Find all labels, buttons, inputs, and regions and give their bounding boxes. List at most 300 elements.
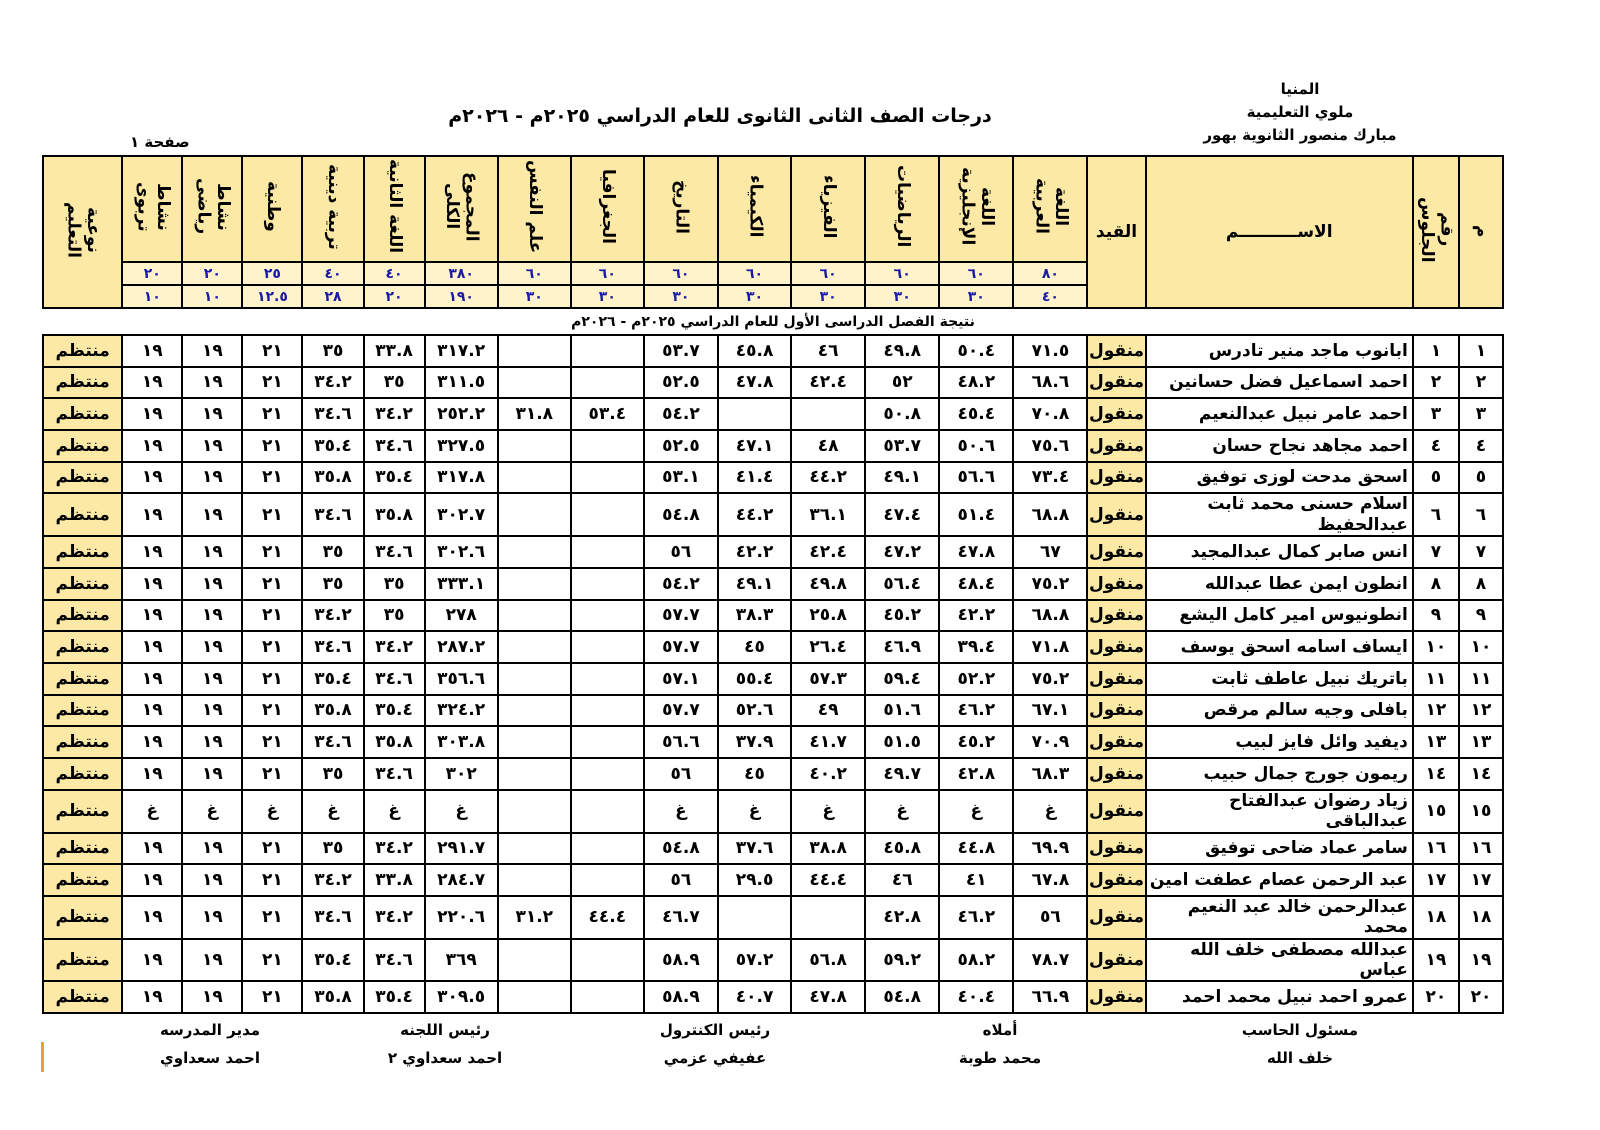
cell-english: ٥١.٤	[939, 493, 1013, 536]
signature-name: عفيفي عزمي	[663, 1049, 767, 1068]
cell-status: منقول	[1087, 758, 1145, 790]
cell-serial: ١٤	[1459, 758, 1503, 790]
column-header-second-language	[364, 156, 425, 262]
cell-math: ٤٩.١	[865, 462, 939, 494]
cell-education-type: منتظم	[43, 367, 122, 399]
min-score: ٣٠	[718, 285, 791, 308]
signature-block	[345, 1016, 545, 1072]
cell-chemistry	[718, 398, 791, 430]
cell-religion: ٣٥.٨	[302, 695, 363, 727]
cell-status: منقول	[1087, 430, 1145, 462]
cell-total: غ	[425, 790, 498, 833]
cell-geography: ٤٤.٤	[571, 896, 644, 939]
cell-serial: ١٥	[1459, 790, 1503, 833]
cell-name: ايساف اسامه اسحق يوسف	[1146, 631, 1413, 663]
cell-physics: ٤٨	[791, 430, 865, 462]
cell-second-language: ٣٤.٢	[364, 398, 425, 430]
cell-sports-activity: ١٩	[182, 430, 242, 462]
cell-status: منقول	[1087, 600, 1145, 632]
cell-math: ٥٣.٧	[865, 430, 939, 462]
cell-status: منقول	[1087, 568, 1145, 600]
cell-serial: ١٢	[1459, 695, 1503, 727]
cell-serial: ٧	[1459, 536, 1503, 568]
column-label: الرياضيات	[892, 165, 913, 248]
cell-math: ٥٩.٢	[865, 939, 939, 982]
max-score: ٤٠	[364, 262, 425, 285]
signature-name: احمد سعداوي ٢	[387, 1049, 503, 1068]
cell-status: منقول	[1087, 939, 1145, 982]
cell-chemistry: ٥٥.٤	[718, 663, 791, 695]
cell-english: ٤٨.٢	[939, 367, 1013, 399]
column-header-national-education	[242, 156, 302, 262]
cell-psychology	[498, 493, 571, 536]
cell-geography	[571, 600, 644, 632]
cell-second-language: ٣٤.٦	[364, 758, 425, 790]
cell-physics: ٤٩	[791, 695, 865, 727]
cell-name: انطون ايمن عطا عبدالله	[1146, 568, 1413, 600]
cell-education-type: منتظم	[43, 398, 122, 430]
cell-physics: ٤٦	[791, 335, 865, 367]
cell-religion: ٣٥	[302, 758, 363, 790]
cell-religion: ٣٤.٦	[302, 631, 363, 663]
cell-physics	[791, 896, 865, 939]
cell-geography	[571, 695, 644, 727]
cell-total: ٢٨٤.٧	[425, 864, 498, 896]
cell-serial: ١٦	[1459, 833, 1503, 865]
column-label: رقم الجلوس	[1416, 196, 1457, 263]
column-header-arabic	[1013, 156, 1087, 262]
cell-education-type: منتظم	[43, 833, 122, 865]
max-score: ٦٠	[791, 262, 865, 285]
cell-status: منقول	[1087, 695, 1145, 727]
cell-seat-number: ١٥	[1413, 790, 1459, 833]
cell-psychology	[498, 536, 571, 568]
cell-history: ٥٣.٧	[644, 335, 718, 367]
cell-name: سامر عماد ضاحى توفيق	[1146, 833, 1413, 865]
cell-status: منقول	[1087, 663, 1145, 695]
cell-physics: ٣٨.٨	[791, 833, 865, 865]
column-label: تربية دينية	[323, 163, 344, 250]
min-score: ٢٨	[302, 285, 363, 308]
cell-psychology	[498, 568, 571, 600]
signature-title: مدير المدرسه	[159, 1021, 261, 1040]
cell-seat-number: ٣	[1413, 398, 1459, 430]
cell-psychology	[498, 462, 571, 494]
column-label: اللغة الإنجليزية	[957, 167, 997, 246]
cell-education-type: منتظم	[43, 536, 122, 568]
cell-chemistry: ٣٧.٩	[718, 726, 791, 758]
cell-second-language: ٣٤.٢	[364, 833, 425, 865]
signature-name: محمد طوبة	[958, 1049, 1042, 1068]
table-row	[43, 981, 1503, 1013]
table-row	[43, 833, 1503, 865]
max-score: ٦٠	[644, 262, 718, 285]
cell-educational-activity: ١٩	[122, 695, 182, 727]
cell-education-type: منتظم	[43, 981, 122, 1013]
cell-total: ٣٥٦.٦	[425, 663, 498, 695]
cell-arabic: ٦٧.٨	[1013, 864, 1087, 896]
cell-psychology: ٣١.٨	[498, 398, 571, 430]
cell-total: ٣٠٢.٦	[425, 536, 498, 568]
cell-english: ٤٤.٨	[939, 833, 1013, 865]
min-score: ١٠	[122, 285, 182, 308]
cell-math: ٥٦.٤	[865, 568, 939, 600]
cell-national-education: ٢١	[242, 600, 302, 632]
cell-history: ٥٧.١	[644, 663, 718, 695]
cell-total: ٣٠٢.٧	[425, 493, 498, 536]
column-header-religion	[302, 156, 363, 262]
cell-history: ٥٤.٢	[644, 398, 718, 430]
cell-psychology	[498, 790, 571, 833]
column-header-educational-activity	[122, 156, 182, 262]
column-label: الكيمياء	[745, 175, 766, 238]
cell-chemistry: ٤٥	[718, 758, 791, 790]
cell-educational-activity: غ	[122, 790, 182, 833]
cell-english: ٤٢.٨	[939, 758, 1013, 790]
cell-chemistry	[718, 896, 791, 939]
cell-religion: ٣٤.٢	[302, 864, 363, 896]
cell-math: ٥١.٥	[865, 726, 939, 758]
cell-sports-activity: ١٩	[182, 462, 242, 494]
cell-educational-activity: ١٩	[122, 631, 182, 663]
cell-name: احمد عامر نبيل عبدالنعيم	[1146, 398, 1413, 430]
cell-second-language: ٣٣.٨	[364, 335, 425, 367]
cell-geography	[571, 790, 644, 833]
cell-serial: ٢٠	[1459, 981, 1503, 1013]
cell-psychology	[498, 600, 571, 632]
cell-name: عبدالله مصطفى خلف الله عباس	[1146, 939, 1413, 982]
cell-name: ابانوب ماجد منير تادرس	[1146, 335, 1413, 367]
school-name: مبارك منصور الثانوية بهور	[1203, 126, 1397, 144]
cell-math: ٤٦.٩	[865, 631, 939, 663]
cell-math: ٤٥.٢	[865, 600, 939, 632]
cell-seat-number: ١٨	[1413, 896, 1459, 939]
cell-chemistry: ٤٢.٢	[718, 536, 791, 568]
cell-history: ٥٢.٥	[644, 430, 718, 462]
cell-educational-activity: ١٩	[122, 981, 182, 1013]
cell-math: ٤٧.٢	[865, 536, 939, 568]
cell-physics: ٥٦.٨	[791, 939, 865, 982]
column-header-name	[1146, 156, 1413, 308]
cell-history: ٥٤.٢	[644, 568, 718, 600]
signature-title: رئيس الكنترول	[659, 1021, 771, 1040]
cell-psychology	[498, 981, 571, 1013]
table-row	[43, 631, 1503, 663]
cell-seat-number: ٦	[1413, 493, 1459, 536]
cell-arabic: ٦٨.٨	[1013, 493, 1087, 536]
cell-arabic: ٧٨.٧	[1013, 939, 1087, 982]
cell-sports-activity: ١٩	[182, 896, 242, 939]
cell-status: منقول	[1087, 493, 1145, 536]
signature-block	[110, 1016, 310, 1072]
cell-serial: ١٩	[1459, 939, 1503, 982]
cell-religion: ٣٥.٤	[302, 939, 363, 982]
cell-arabic: ٦٧.١	[1013, 695, 1087, 727]
min-score: ٤٠	[1013, 285, 1087, 308]
cell-religion: ٣٤.٦	[302, 398, 363, 430]
max-score: ٨٠	[1013, 262, 1087, 285]
cell-chemistry: ٥٧.٢	[718, 939, 791, 982]
cell-total: ٢٨٧.٢	[425, 631, 498, 663]
cell-seat-number: ١٣	[1413, 726, 1459, 758]
column-header-geography	[571, 156, 644, 262]
cell-second-language: ٣٤.٢	[364, 631, 425, 663]
cell-english: ٤٥.٤	[939, 398, 1013, 430]
cell-national-education: ٢١	[242, 367, 302, 399]
cell-education-type: منتظم	[43, 462, 122, 494]
cell-total: ٣٠٣.٨	[425, 726, 498, 758]
cell-math: ٤٩.٧	[865, 758, 939, 790]
cell-national-education: ٢١	[242, 939, 302, 982]
cell-religion: ٣٥	[302, 335, 363, 367]
cell-arabic: ٧٥.٢	[1013, 663, 1087, 695]
cell-sports-activity: ١٩	[182, 398, 242, 430]
cell-educational-activity: ١٩	[122, 939, 182, 982]
cell-math: ٤٦	[865, 864, 939, 896]
cell-status: منقول	[1087, 726, 1145, 758]
cell-chemistry: ٤٤.٢	[718, 493, 791, 536]
min-score: ٣٠	[644, 285, 718, 308]
table-row	[43, 430, 1503, 462]
signature-title: أملاه	[982, 1021, 1018, 1040]
table-row	[43, 726, 1503, 758]
cell-total: ٣٦٩	[425, 939, 498, 982]
cell-arabic: ٧٥.٢	[1013, 568, 1087, 600]
cell-religion: ٣٥	[302, 568, 363, 600]
cell-psychology	[498, 833, 571, 865]
cell-math: ٥٩.٤	[865, 663, 939, 695]
cell-history: ٥٢.٥	[644, 367, 718, 399]
table-row	[43, 939, 1503, 982]
cell-geography	[571, 536, 644, 568]
cell-national-education: ٢١	[242, 981, 302, 1013]
cell-history: ٥٤.٨	[644, 833, 718, 865]
cell-religion: ٣٥.٤	[302, 663, 363, 695]
cell-total: ٣٣٣.١	[425, 568, 498, 600]
min-score: ٣٠	[939, 285, 1013, 308]
cell-chemistry: ٣٧.٦	[718, 833, 791, 865]
cell-seat-number: ٥	[1413, 462, 1459, 494]
cell-serial: ١	[1459, 335, 1503, 367]
cell-psychology	[498, 695, 571, 727]
cell-educational-activity: ١٩	[122, 462, 182, 494]
column-header-education-type	[43, 156, 122, 308]
cell-geography	[571, 864, 644, 896]
cell-national-education: ٢١	[242, 335, 302, 367]
cell-total: ٣٢٧.٥	[425, 430, 498, 462]
cell-arabic: ٧٠.٩	[1013, 726, 1087, 758]
cell-national-education: غ	[242, 790, 302, 833]
max-score: ٣٨٠	[425, 262, 498, 285]
signature-block	[615, 1016, 815, 1072]
cell-total: ٣٢٤.٢	[425, 695, 498, 727]
cell-sports-activity: ١٩	[182, 367, 242, 399]
cell-name: بافلى وجيه سالم مرقص	[1146, 695, 1413, 727]
signatures	[42, 1016, 1504, 1078]
cell-math: ٤٧.٤	[865, 493, 939, 536]
cell-math: ٤٢.٨	[865, 896, 939, 939]
cell-education-type: منتظم	[43, 864, 122, 896]
max-score: ٦٠	[865, 262, 939, 285]
cell-sports-activity: ١٩	[182, 493, 242, 536]
cell-education-type: منتظم	[43, 939, 122, 982]
cell-psychology	[498, 758, 571, 790]
cell-national-education: ٢١	[242, 663, 302, 695]
cell-second-language: ٣٥	[364, 367, 425, 399]
governorate: المنيا	[1280, 80, 1320, 98]
cell-english: ٤٥.٢	[939, 726, 1013, 758]
cell-second-language: ٣٥.٤	[364, 981, 425, 1013]
cell-english: ٥٢.٢	[939, 663, 1013, 695]
cell-english: ٤٠.٤	[939, 981, 1013, 1013]
cell-national-education: ٢١	[242, 536, 302, 568]
table-row	[43, 864, 1503, 896]
cell-religion: ٣٤.٢	[302, 600, 363, 632]
grade-sheet	[42, 155, 1504, 1078]
cell-english: ٤٢.٢	[939, 600, 1013, 632]
cell-total: ٢٥٢.٢	[425, 398, 498, 430]
cell-status: منقول	[1087, 790, 1145, 833]
table-row	[43, 663, 1503, 695]
cell-national-education: ٢١	[242, 726, 302, 758]
cell-seat-number: ١٢	[1413, 695, 1459, 727]
cell-psychology	[498, 864, 571, 896]
cell-chemistry: ٤٥.٨	[718, 335, 791, 367]
column-label: م	[1471, 224, 1492, 237]
cell-religion: ٣٤.٦	[302, 896, 363, 939]
cell-name: زياد رضوان عبدالفتاح عبدالباقى	[1146, 790, 1413, 833]
cell-chemistry: ٤٠.٧	[718, 981, 791, 1013]
cell-second-language: غ	[364, 790, 425, 833]
cell-seat-number: ٢٠	[1413, 981, 1459, 1013]
column-label: وطنية	[263, 181, 284, 232]
cell-sports-activity: ١٩	[182, 335, 242, 367]
table-row	[43, 398, 1503, 430]
cell-arabic: ٦٧	[1013, 536, 1087, 568]
table-row	[43, 493, 1503, 536]
cell-serial: ٩	[1459, 600, 1503, 632]
cell-education-type: منتظم	[43, 695, 122, 727]
cell-education-type: منتظم	[43, 726, 122, 758]
cell-geography	[571, 663, 644, 695]
cell-english: ٥٨.٢	[939, 939, 1013, 982]
cell-education-type: منتظم	[43, 430, 122, 462]
cell-name: عمرو احمد نبيل محمد احمد	[1146, 981, 1413, 1013]
cell-math: ٥١.٦	[865, 695, 939, 727]
cell-physics: ٥٧.٣	[791, 663, 865, 695]
cell-sports-activity: ١٩	[182, 663, 242, 695]
max-score: ٢٥	[242, 262, 302, 285]
cell-history: غ	[644, 790, 718, 833]
table-row	[43, 335, 1503, 367]
cell-psychology: ٣١.٢	[498, 896, 571, 939]
cell-educational-activity: ١٩	[122, 430, 182, 462]
column-label: نوعية التعليم	[63, 201, 104, 258]
cell-total: ٢٧٨	[425, 600, 498, 632]
column-label: القيد	[1095, 221, 1138, 242]
cell-second-language: ٣٤.٦	[364, 430, 425, 462]
column-label: نشاط تربوى	[133, 181, 173, 232]
cell-status: منقول	[1087, 335, 1145, 367]
cell-english: ٤٦.٢	[939, 896, 1013, 939]
min-score: ١٩٠	[425, 285, 498, 308]
cell-history: ٥٧.٧	[644, 631, 718, 663]
cell-education-type: منتظم	[43, 758, 122, 790]
column-header-sports-activity	[182, 156, 242, 262]
cell-physics: ٤٢.٤	[791, 536, 865, 568]
table-row	[43, 462, 1503, 494]
cell-math: ٥٠.٨	[865, 398, 939, 430]
min-score: ١٢.٥	[242, 285, 302, 308]
cell-status: منقول	[1087, 631, 1145, 663]
cell-serial: ١٧	[1459, 864, 1503, 896]
column-header-physics	[791, 156, 865, 262]
cell-education-type: منتظم	[43, 493, 122, 536]
cell-physics: ٢٦.٤	[791, 631, 865, 663]
cell-name: عبد الرحمن عصام عطفت امين	[1146, 864, 1413, 896]
cell-history: ٥٧.٧	[644, 600, 718, 632]
cell-educational-activity: ١٩	[122, 663, 182, 695]
cell-physics: ٤٩.٨	[791, 568, 865, 600]
cell-geography	[571, 462, 644, 494]
cell-name: اسحق مدحت لوزى توفيق	[1146, 462, 1413, 494]
cell-sports-activity: ١٩	[182, 981, 242, 1013]
cell-physics: ٤٠.٢	[791, 758, 865, 790]
cell-total: ٣١٧.٢	[425, 335, 498, 367]
cell-total: ٣٠٩.٥	[425, 981, 498, 1013]
cell-physics: ٤٢.٤	[791, 367, 865, 399]
cell-second-language: ٣٥.٤	[364, 695, 425, 727]
table-row	[43, 758, 1503, 790]
cell-seat-number: ١٤	[1413, 758, 1459, 790]
cell-serial: ٨	[1459, 568, 1503, 600]
cell-educational-activity: ١٩	[122, 335, 182, 367]
cell-national-education: ٢١	[242, 568, 302, 600]
cell-educational-activity: ١٩	[122, 758, 182, 790]
min-score: ٣٠	[571, 285, 644, 308]
cell-second-language: ٣٥.٨	[364, 493, 425, 536]
cell-history: ٥٦	[644, 758, 718, 790]
cell-education-type: منتظم	[43, 631, 122, 663]
page-number: صفحة ١	[130, 133, 190, 151]
cell-total: ٢٩١.٧	[425, 833, 498, 865]
cell-status: منقول	[1087, 864, 1145, 896]
column-header-total	[425, 156, 498, 262]
cell-geography: ٥٣.٤	[571, 398, 644, 430]
cell-religion: ٣٥.٨	[302, 462, 363, 494]
cell-psychology	[498, 726, 571, 758]
cell-total: ٣٠٢	[425, 758, 498, 790]
cell-sports-activity: ١٩	[182, 726, 242, 758]
cell-national-education: ٢١	[242, 462, 302, 494]
column-header-serial	[1459, 156, 1503, 308]
cell-educational-activity: ١٩	[122, 367, 182, 399]
cell-physics: ٤٤.٤	[791, 864, 865, 896]
cell-geography	[571, 758, 644, 790]
cell-geography	[571, 833, 644, 865]
signature-name: احمد سعداوي	[160, 1049, 260, 1068]
cell-national-education: ٢١	[242, 398, 302, 430]
cell-physics: ٤٧.٨	[791, 981, 865, 1013]
column-header-psychology	[498, 156, 571, 262]
cell-sports-activity: ١٩	[182, 536, 242, 568]
cell-chemistry: ٤٧.١	[718, 430, 791, 462]
cell-sports-activity: ١٩	[182, 631, 242, 663]
max-score: ٦٠	[571, 262, 644, 285]
cell-arabic: ٦٨.٨	[1013, 600, 1087, 632]
cell-educational-activity: ١٩	[122, 896, 182, 939]
cell-educational-activity: ١٩	[122, 536, 182, 568]
